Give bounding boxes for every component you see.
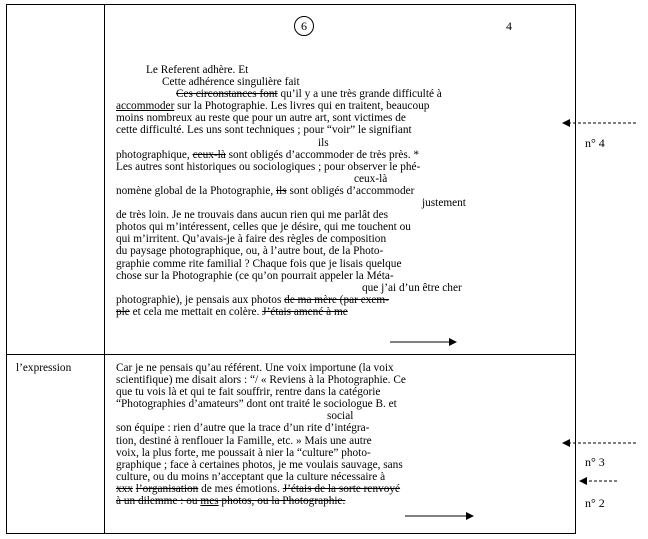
text-run: l’organisation	[135, 482, 199, 495]
text-run: accommoder	[116, 100, 175, 113]
text-run: ple	[116, 305, 130, 318]
text-run: tion, destiné à renflouer la Famille, etc. » Mais une autre	[116, 434, 372, 447]
text-run: “Photographies d’amateurs” dont ont traité le sociologue B. et	[116, 398, 397, 411]
text-run: chose sur la Photographie (ce qu’on pourrait appeler la Méta-	[116, 269, 394, 282]
text-run: qu’il y a une très grande difficulté à	[277, 88, 442, 101]
text-run: ceux-là	[354, 172, 388, 185]
side-label-n4: n° 4	[585, 136, 605, 150]
text-run: culture, ou du moins n’acceptant que la culture nécessaire à	[116, 470, 386, 483]
text-run: Ces circonstances font	[176, 88, 278, 101]
text-run: ceux-là	[192, 148, 226, 161]
text-run: cette difficulté. Les uns sont techniques ; pour “voir” le signifiant	[116, 124, 412, 137]
text-run: nomène global de la Photographie,	[116, 184, 276, 197]
text-run: ils	[318, 136, 329, 149]
text-run: social	[327, 410, 354, 423]
text-run: photos qui m’intéressent, celles que je désire, qui me touchent ou	[116, 221, 411, 234]
text-run: de très loin. Je ne trouvais dans aucun rien qui me parlât des	[116, 209, 388, 222]
text-run: voix, la plus forte, me poussait à nier la “culture” photo-	[116, 446, 371, 459]
margin-note: l’expression	[16, 362, 72, 374]
text-run: que j’ai d’un être cher	[362, 281, 462, 294]
text-run: Cette adhérence singulière fait	[162, 76, 300, 89]
text-run: sont obligés d’accommoder de très près. *	[225, 148, 420, 161]
text-run: Le Referent adhère. Et	[146, 64, 249, 76]
text-run: ils	[276, 184, 287, 197]
text-run: Car je ne pensais qu’au référent. Une voix importune (la voix	[116, 362, 394, 374]
text-run: J’étais amené à me	[262, 305, 348, 318]
text-run: photographie), je pensais aux photos	[116, 293, 285, 306]
text-run: sont obligés d’accommoder	[286, 184, 415, 197]
text-run: de ma mère (par exem-	[284, 293, 389, 306]
side-label-n2: n° 2	[585, 496, 605, 510]
text-run: que tu vois là et qui te fait souffrir, rentre dans la catégorie	[116, 386, 381, 399]
page-number: 4	[506, 19, 512, 33]
text-run: et cela me mettait en colère.	[129, 305, 263, 318]
text-run: J’étais de la sorte renvoyé	[282, 482, 401, 495]
side-label-n3: n° 3	[585, 455, 605, 469]
text-run: xxx	[116, 482, 133, 495]
text-run: scientifique) me disait alors : “/ « Reviens à la Photographie. Ce	[116, 374, 406, 387]
text-run: moins nombreux au reste que pour un autre art, sont victimes de	[116, 112, 406, 125]
text-run: à un dilemme : ou	[116, 495, 201, 508]
text-run: photos, ou la Photographie.	[218, 495, 346, 508]
text-run: sur la Photographie. Les livres qui en traitent, beaucoup	[174, 100, 430, 113]
text-run: justement	[422, 197, 466, 210]
circled-page-number: 6	[294, 16, 314, 36]
text-run: graphie comme rite familial ? Chaque fois que je lisais quelque	[116, 257, 402, 270]
text-run: graphique ; face à certaines photos, je me voulais sauvage, sans	[116, 458, 403, 471]
text-run: de mes émotions.	[198, 482, 283, 495]
text-run: du paysage photographique, ou, à l’autre bout, de la Photo-	[116, 245, 384, 258]
text-run: mes	[200, 495, 219, 508]
text-run: qui m’irritent. Qu’avais-je à faire des règles de composition	[116, 233, 387, 246]
text-run: Les autres sont historiques ou sociologiques ; pour observer le phé-	[116, 160, 421, 173]
text-run: son équipe : rien d’autre que la trace d’un rite d’intégra-	[116, 422, 370, 435]
text-run: photographique,	[116, 148, 193, 161]
